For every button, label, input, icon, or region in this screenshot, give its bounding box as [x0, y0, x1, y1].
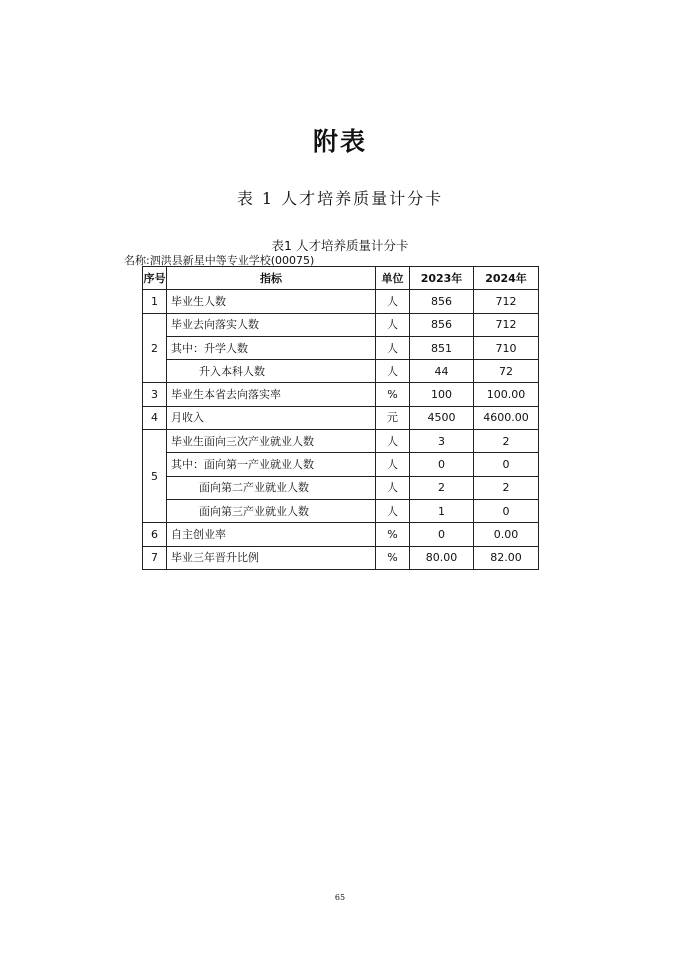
row-indicator: 毕业生本省去向落实率 — [167, 383, 376, 406]
row-seq: 6 — [143, 523, 167, 546]
row-value-2024: 712 — [474, 290, 539, 313]
row-value-2024: 72 — [474, 360, 539, 383]
row-value-2024: 710 — [474, 336, 539, 359]
table-row — [143, 360, 539, 383]
header-indicator: 指标 — [167, 267, 376, 290]
row-unit: 元 — [376, 406, 410, 429]
row-value-2023: 4500 — [410, 406, 474, 429]
row-value-2024: 0 — [474, 499, 539, 522]
row-unit: 人 — [376, 430, 410, 453]
row-seq: 4 — [143, 406, 167, 429]
table-caption: 表1 人才培养质量计分卡 — [271, 238, 409, 253]
row-value-2023: 0 — [410, 453, 474, 476]
page-number: 65 — [334, 893, 346, 902]
row-value-2024: 0 — [474, 453, 539, 476]
school-name: 名称:泗洪县新星中等专业学校(00075) — [124, 254, 315, 267]
row-indicator: 毕业去向落实人数 — [167, 313, 376, 336]
row-unit: % — [376, 546, 410, 569]
table-header-row — [143, 267, 539, 290]
row-indicator: 其中：升学人数 — [167, 336, 376, 359]
table-row — [143, 546, 539, 569]
table-row — [143, 476, 539, 499]
row-unit: 人 — [376, 453, 410, 476]
row-value-2023: 44 — [410, 360, 474, 383]
header-2023: 2023年 — [410, 267, 474, 290]
row-value-2024: 100.00 — [474, 383, 539, 406]
row-value-2023: 1 — [410, 499, 474, 522]
row-value-2024: 82.00 — [474, 546, 539, 569]
row-value-2023: 3 — [410, 430, 474, 453]
table-row — [143, 430, 539, 453]
row-seq: 5 — [143, 430, 167, 523]
row-unit: 人 — [376, 290, 410, 313]
table-row — [143, 336, 539, 359]
row-indicator: 面向第三产业就业人数 — [167, 499, 376, 522]
row-unit: % — [376, 523, 410, 546]
row-unit: % — [376, 383, 410, 406]
row-unit: 人 — [376, 499, 410, 522]
table-row — [143, 499, 539, 522]
table-row — [143, 290, 539, 313]
row-value-2023: 2 — [410, 476, 474, 499]
row-indicator: 毕业三年晋升比例 — [167, 546, 376, 569]
row-value-2023: 856 — [410, 313, 474, 336]
row-unit: 人 — [376, 360, 410, 383]
table-row — [143, 406, 539, 429]
row-indicator: 毕业生人数 — [167, 290, 376, 313]
row-value-2024: 2 — [474, 430, 539, 453]
row-value-2024: 2 — [474, 476, 539, 499]
row-seq: 2 — [143, 313, 167, 383]
header-unit: 单位 — [376, 267, 410, 290]
header-2024: 2024年 — [474, 267, 539, 290]
main-title: 附表 — [312, 127, 367, 156]
row-indicator: 升入本科人数 — [167, 360, 376, 383]
row-indicator: 自主创业率 — [167, 523, 376, 546]
subtitle: 表 1 人才培养质量计分卡 — [236, 189, 444, 208]
row-value-2023: 100 — [410, 383, 474, 406]
row-seq: 7 — [143, 546, 167, 569]
row-value-2024: 4600.00 — [474, 406, 539, 429]
table-row — [143, 313, 539, 336]
table-row — [143, 453, 539, 476]
row-unit: 人 — [376, 336, 410, 359]
row-unit: 人 — [376, 313, 410, 336]
row-seq: 3 — [143, 383, 167, 406]
row-value-2023: 80.00 — [410, 546, 474, 569]
row-indicator: 面向第二产业就业人数 — [167, 476, 376, 499]
header-seq: 序号 — [143, 267, 167, 290]
row-value-2024: 0.00 — [474, 523, 539, 546]
row-value-2024: 712 — [474, 313, 539, 336]
row-seq: 1 — [143, 290, 167, 313]
row-value-2023: 856 — [410, 290, 474, 313]
row-indicator: 其中：面向第一产业就业人数 — [167, 453, 376, 476]
row-unit: 人 — [376, 476, 410, 499]
table-row — [143, 383, 539, 406]
table-row — [143, 523, 539, 546]
row-indicator: 月收入 — [167, 406, 376, 429]
score-table — [142, 266, 539, 570]
row-indicator: 毕业生面向三次产业就业人数 — [167, 430, 376, 453]
row-value-2023: 851 — [410, 336, 474, 359]
row-value-2023: 0 — [410, 523, 474, 546]
